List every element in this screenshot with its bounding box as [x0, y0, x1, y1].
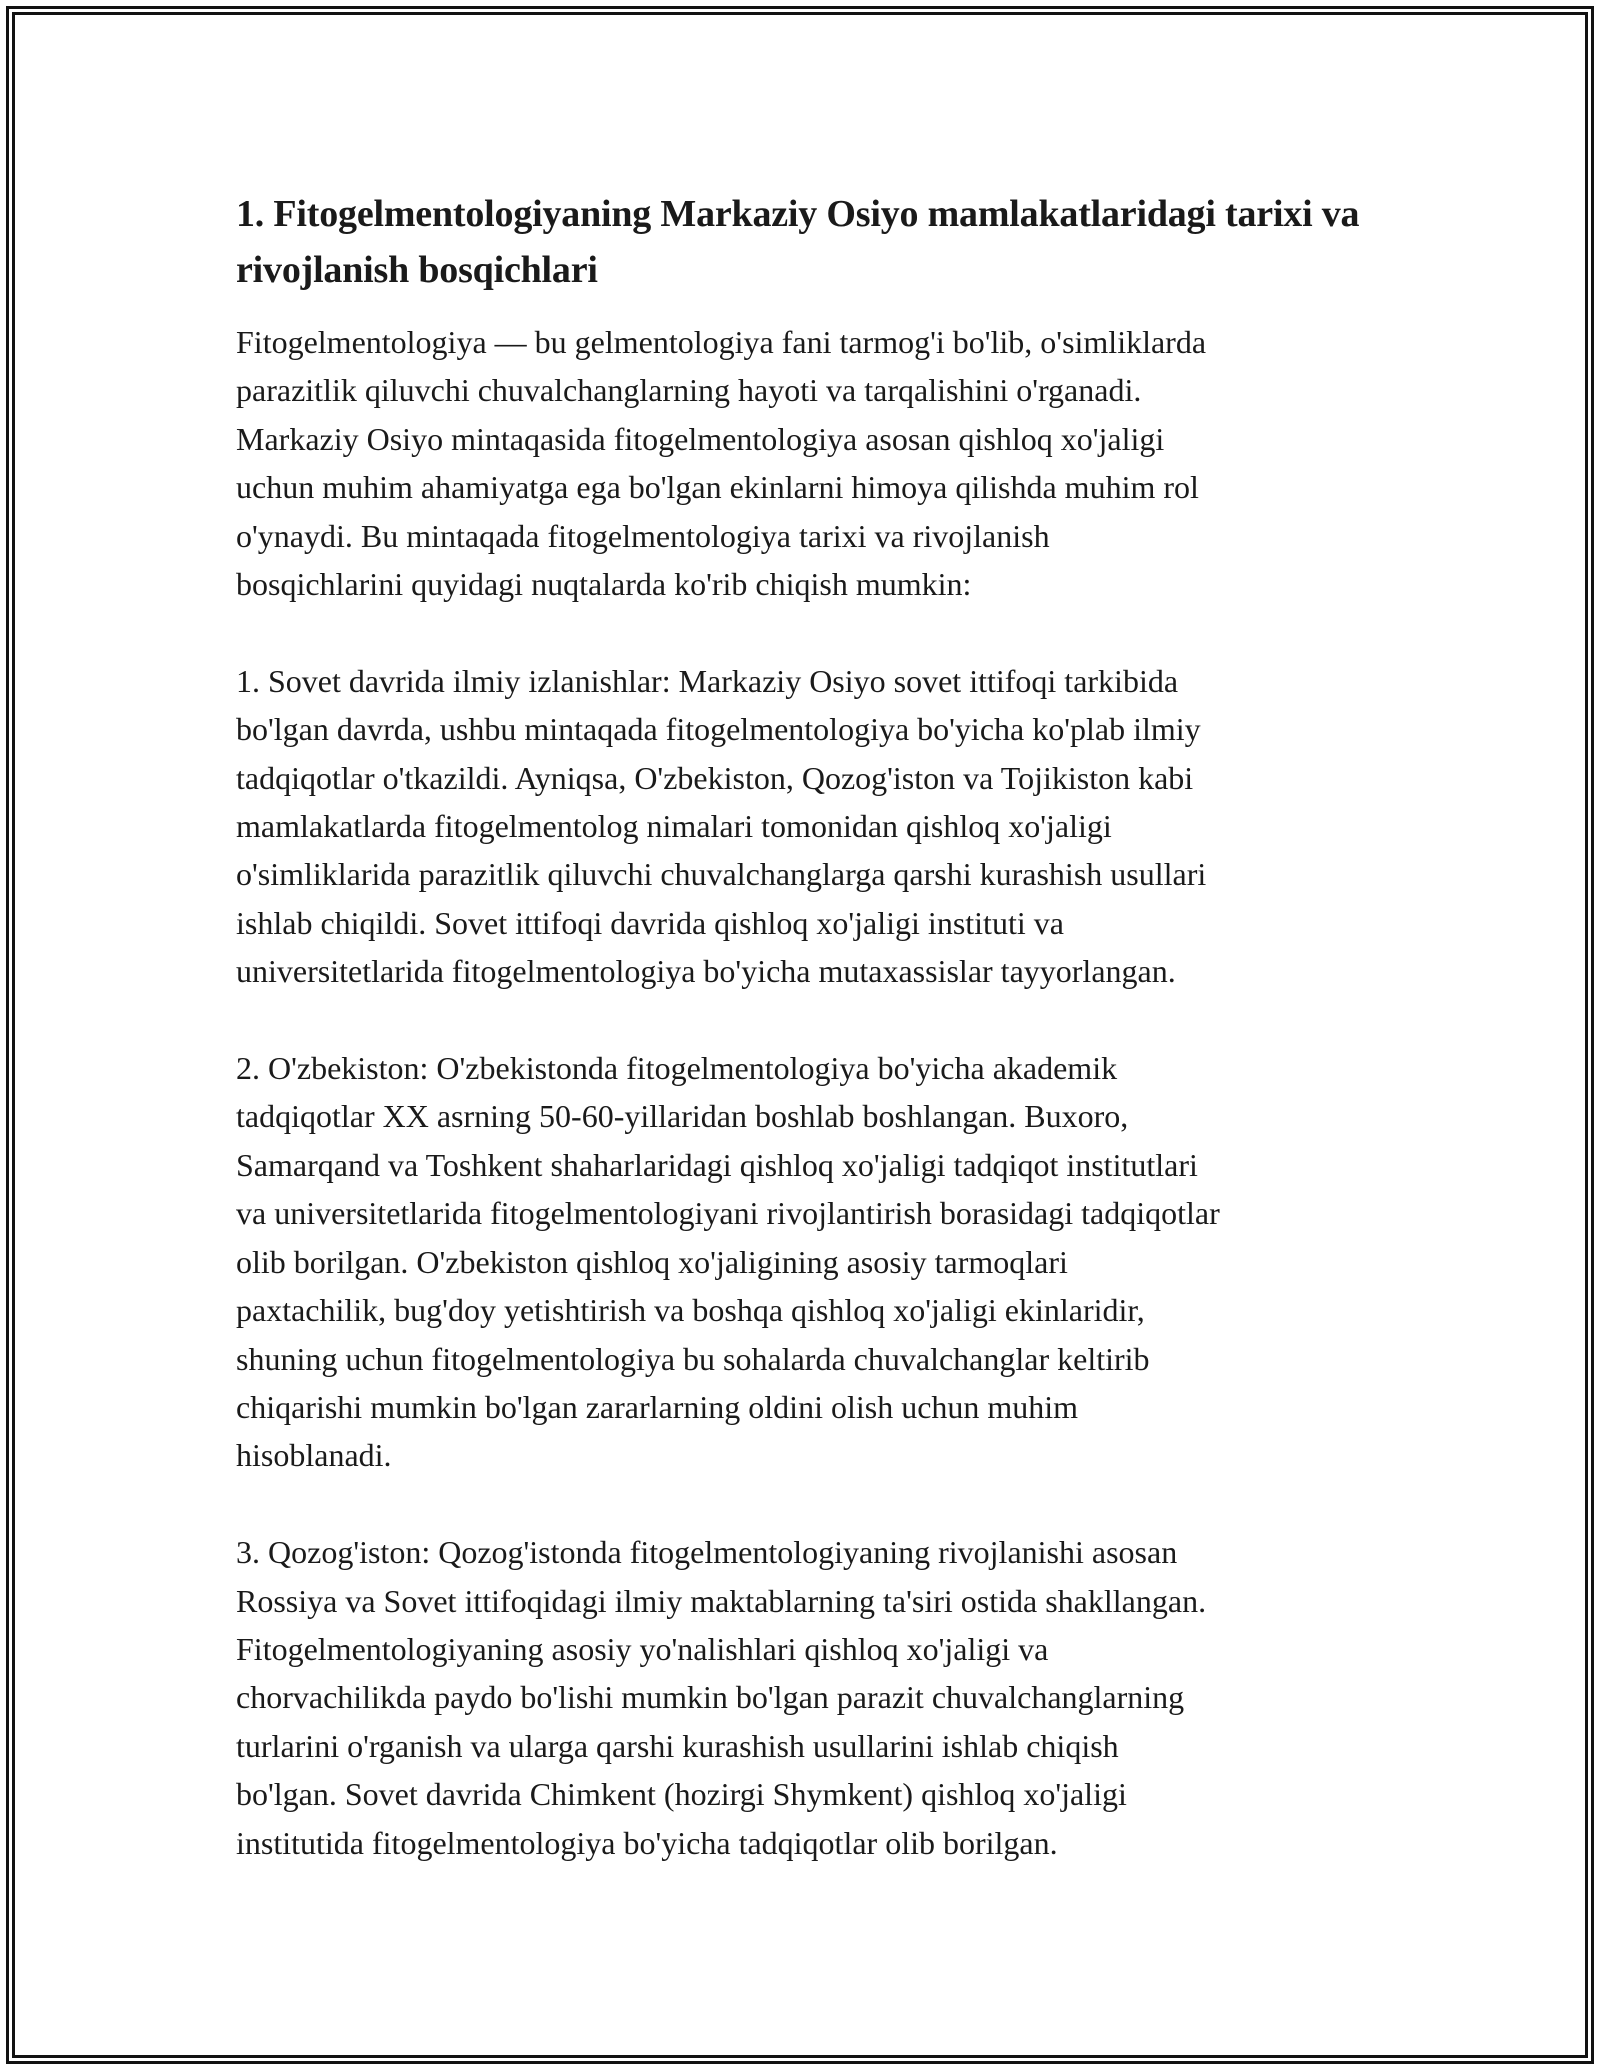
document-body	[236, 186, 1376, 1867]
paragraph-kazakhstan: 3. Qozog'iston: Qozog'istonda fitogelmentologiyaning rivojlanishi asosan Rossiya va Sovet ittifoqidagi ilmiy maktablarning ta'siri ostida shakllangan. Fitogelmentologiyaning asosiy yo'nalishlari qishloq xo'jaligi va chorvachilikda paydo bo'lishi mumkin bo'lgan parazit chuvalchanglarning turlarini o'rganish va ularga qarshi kurashish usullarini ishlab chiqish bo'lgan. Sovet davrida Chimkent (hozirgi Shymkent) qishloq xo'jaligi institutida fitogelmentologiya bo'yicha tadqiqotlar olib borilgan.	[236, 1534, 1207, 1861]
paragraph-intro: Fitogelmentologiya — bu gelmentologiya fani tarmog'i bo'lib, o'simliklarda parazitlik qiluvchi chuvalchanglarning hayoti va tarqalishini o'rganadi. Markaziy Osiyo mintaqasida fitogelmentologiya asosan qishloq xo'jaligi uchun muhim ahamiyatga ega bo'lgan ekinlarni himoya qilishda muhim rol o'ynaydi. Bu mintaqada fitogelmentologiya tarixi va rivojlanish bosqichlarini quyidagi nuqtalarda ko'rib chiqish mumkin:	[236, 324, 1207, 603]
paragraph-uzbekistan: 2. O'zbekiston: O'zbekistonda fitogelmentologiya bo'yicha akademik tadqiqotlar XX asrning 50-60-yillaridan boshlab boshlangan. Buxoro, Samarqand va Toshkent shaharlaridagi qishloq xo'jaligi tadqiqot institutlari va universitetlarida fitogelmentologiyani rivojlantirish borasidagi tadqiqotlar olib borilgan. O'zbekiston qishloq xo'jaligining asosiy tarmoqlari paxtachilik, bug'doy yetishtirish va boshqa qishloq xo'jaligi ekinlaridir, shuning uchun fitogelmentologiya bu sohalarda chuvalchanglar keltirib chiqarishi mumkin bo'lgan zararlarning oldini olish uchun muhim hisoblanadi.	[236, 1050, 1220, 1474]
document-title: 1. Fitogelmentologiyaning Markaziy Osiyo mamlakatlaridagi tarixi va rivojlanish bosqichlari	[236, 193, 1360, 291]
paragraph-soviet-period: 1. Sovet davrida ilmiy izlanishlar: Markaziy Osiyo sovet ittifoqi tarkibida bo'lgan davrda, ushbu mintaqada fitogelmentologiya bo'yicha ko'plab ilmiy tadqiqotlar o'tkazildi. Ayniqsa, O'zbekiston, Qozog'iston va Tojikiston kabi mamlakatlarda fitogelmentolog nimalari tomonidan qishloq xo'jaligi o'simliklarida parazitlik qiluvchi chuvalchanglarga qarshi kurashish usullari ishlab chiqildi. Sovet ittifoqi davrida qishloq xo'jaligi instituti va universitetlarida fitogelmentologiya bo'yicha mutaxassislar tayyorlangan.	[236, 662, 1207, 990]
